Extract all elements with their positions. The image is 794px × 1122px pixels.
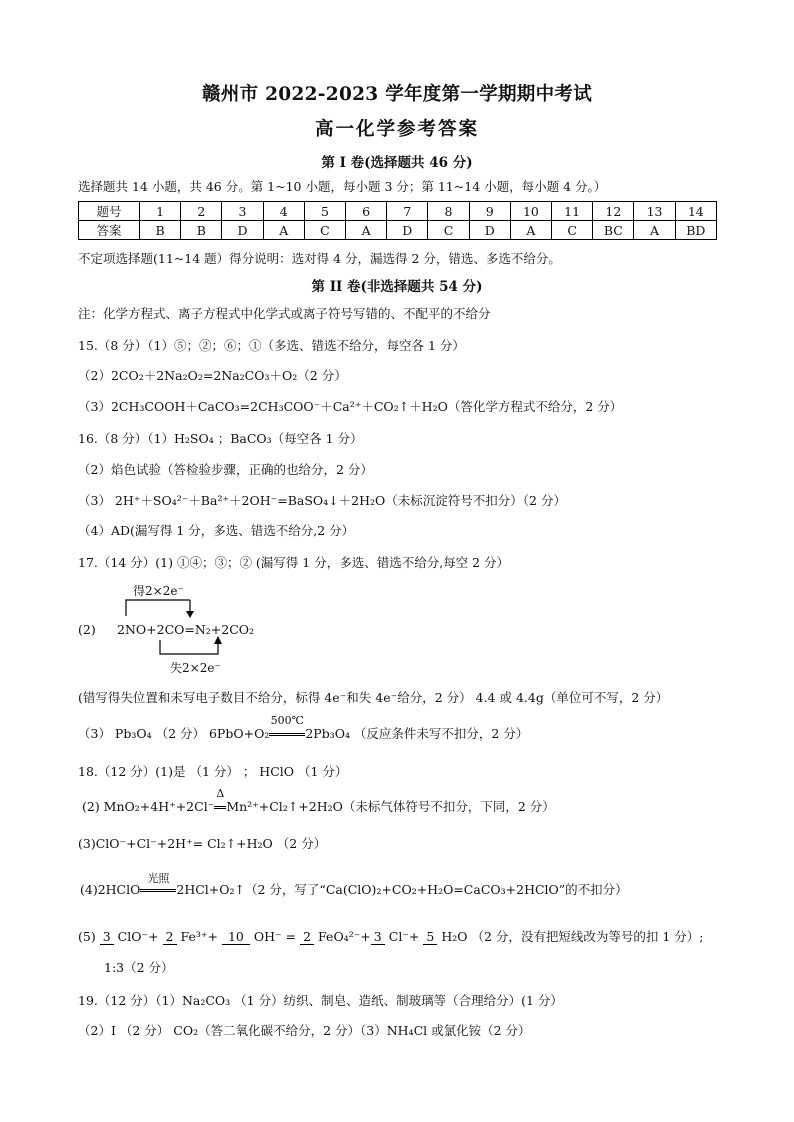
q17-redox-equation: 2NO+2CO=N₂+2CO₂ [117,622,255,637]
coef-oh: 10 [222,929,250,945]
table-cell: 13 [634,202,675,221]
row-label-question: 题号 [79,202,140,221]
q18-line6: 1:3（2 分） [104,960,174,975]
q18-line2 [82,787,555,815]
table-cell: A [263,221,304,240]
table-cell: A [346,221,387,240]
q18-line1: 18.（12 分）(1)是 （1 分） ； HClO （1 分） [78,764,348,779]
table-row-answers [79,221,717,240]
part1-heading: 第 I 卷(选择题共 46 分) [321,155,473,171]
q15-line2 [78,366,347,384]
table-cell: C [552,221,593,240]
q16-line4: （4）AD(漏写得 1 分，多选、错选不给分,2 分） [78,523,355,538]
arrow-down-icon [186,611,194,618]
q15-note-3: （答化学方程式不给分，2 分） [447,399,623,414]
table-row-questions [79,202,717,221]
q17-eq-part-a: （3） Pb₃O₄ （2 分） 6PbO+O₂ [78,726,270,741]
coef-fe: 2 [163,929,177,945]
table-cell: 3 [222,202,263,221]
answer-table [78,201,717,240]
q15-line1: 15.（8 分）（1）⑤；②；⑥；①（多选、错选不给分，每空各 1 分） [78,338,465,353]
coef-feo4: 2 [300,929,314,945]
table-cell: C [304,221,345,240]
electron-gain-label: 得2×2e⁻ [133,584,184,598]
table-cell: A [510,221,551,240]
condition-label: 光照 [147,872,170,885]
q18-eq2-part-b: Mn²⁺+Cl₂↑+2H₂O（未标气体符号不扣分，下同，2 分） [226,799,555,814]
table-cell: A [634,221,675,240]
table-cell: 8 [428,202,469,221]
q16-line2: （2）焰色试验（答检验步骤，正确的也给分，2 分） [78,462,373,477]
part1-intro: 选择题共 14 小题，共 46 分。第 1~10 小题，每小题 3 分；第 11~14 小题，每小题 4 分。） [78,179,607,194]
q18-eq2-part-a: (2) MnO₂+4H⁺+2Cl⁻ [82,799,215,814]
arrow-up-icon [214,636,222,644]
q17-line1: 17.（14 分）(1) ①④；③；② (漏写得 1 分，多选、错选不给分,每空 2 分） [78,555,510,570]
q18-eq4-part-b: 2HCl+O₂↑（2 分，写了“Ca(ClO)₂+CO₂+H₂O=CaCO₃+2HClO”的不扣分） [176,882,628,897]
table-cell: 10 [510,202,551,221]
row-label-answer: 答案 [79,221,140,240]
table-cell: B [140,221,181,240]
table-cell: 2 [181,202,222,221]
page-subtitle: 高一化学参考答案 [314,119,479,140]
electron-loss-label: 失2×2e⁻ [170,661,221,675]
table-cell: D [469,221,510,240]
table-cell: 11 [552,202,593,221]
page-title: 赣州市 2022-2023 学年度第一学期期中考试 [201,84,593,105]
coef-clo: 3 [100,929,114,945]
table-cell: 1 [140,202,181,221]
table-cell: D [387,221,428,240]
q19-line1: 19.（12 分）（1）Na₂CO₃ （1 分）纺织、制皂、造纸、制玻璃等（合理给分）(1 分） [78,993,563,1008]
q16-equation-3: （3） 2H⁺＋SO₄²⁻＋Ba²⁺＋2OH⁻=BaSO₄↓＋2H₂O [78,493,386,508]
condition-label: 500℃ [270,714,304,727]
q19-line2: （2）I （2 分） CO₂（答二氧化碳不给分，2 分）（3）NH₄Cl 或氯化铵（2 分） [78,1023,531,1038]
q17-part2-label: (2) [78,622,96,637]
q18-note-5: （2 分，没有把短线改为等号的扣 1 分）; [471,929,704,944]
table-cell: D [222,221,263,240]
q18-line4 [80,872,628,898]
q17-line3: (错写得失位置和未写电子数目不给分，标得 4e⁻和失 4e⁻给分，2 分） 4.4 或 4.4g（单位可不写，2 分） [78,690,669,705]
table-cell: 12 [593,202,634,221]
table-cell: B [181,221,222,240]
q16-line1: 16.（8 分）（1）H₂SO₄ ；BaCO₃（每空各 1 分） [78,431,363,446]
heating-condition [214,787,226,814]
q16-line3 [78,491,566,509]
q15-note-2: （2 分） [297,368,347,383]
q18-line5: (5) 3 ClO⁻+ 2 Fe³⁺+ 10 OH⁻ = 2 FeO₄²⁻+ 3 Cl⁻+ 5 H₂O （2 分，没有把短线改为等号的扣 1 分）; [78,929,704,944]
coef-cl: 3 [371,929,385,945]
light-condition [140,872,176,897]
q18-eq4-part-a: (4)2HClO [80,882,141,897]
q15-equation-2: （2）2CO₂＋2Na₂O₂=2Na₂CO₃＋O₂ [78,368,298,383]
coef-h2o: 5 [423,929,437,945]
table-cell: BD [675,221,716,240]
q17-line4 [78,714,529,742]
table-cell: 6 [346,202,387,221]
table-cell: 14 [675,202,716,221]
table-cell: 5 [304,202,345,221]
table-cell: BC [593,221,634,240]
table-cell: 9 [469,202,510,221]
q18-line3: (3)ClO⁻+Cl⁻+2H⁺= Cl₂↑+H₂O （2 分） [78,836,327,851]
q17-eq-part-b: 2Pb₃O₄ （反应条件未写不扣分，2 分） [305,726,529,741]
part2-note: 注：化学方程式、离子方程式中化学式或离子符号写错的、不配平的不给分 [78,306,491,321]
part1-note: 不定项选择题(11~14 题）得分说明：选对得 4 分，漏选得 2 分，错选、多选不给分。 [78,251,561,266]
table-cell: 4 [263,202,304,221]
table-cell: C [428,221,469,240]
reaction-condition [269,714,305,741]
q16-note-3: （未标沉淀符号不扣分）（2 分） [385,493,566,508]
q15-equation-3: （3）2CH₃COOH＋CaCO₃=2CH₃COO⁻＋Ca²⁺＋CO₂↑＋H₂O [78,399,448,414]
part2-heading: 第 II 卷(非选择题共 54 分) [311,279,483,295]
table-cell: 7 [387,202,428,221]
condition-label: Δ [216,787,225,800]
q15-line3 [78,397,622,415]
